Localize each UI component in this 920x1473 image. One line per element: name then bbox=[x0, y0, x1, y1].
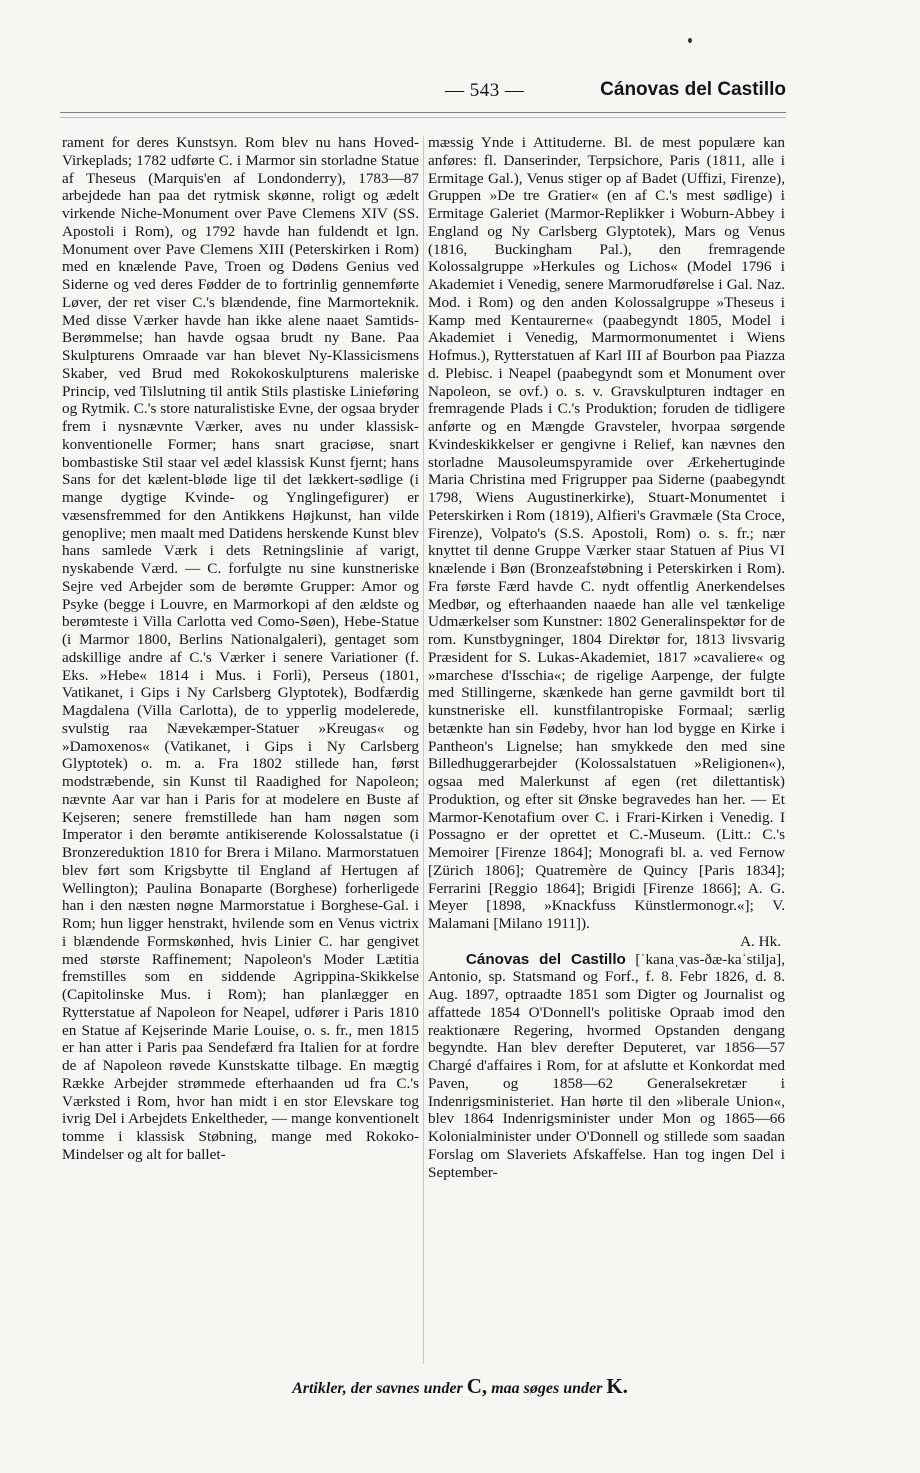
column-divider bbox=[423, 136, 424, 1364]
footer-letter-k: K. bbox=[606, 1374, 628, 1398]
header-rule-secondary bbox=[60, 117, 786, 118]
page-number: — 543 — bbox=[445, 80, 525, 101]
right-column bbox=[428, 134, 785, 1181]
ink-speck bbox=[688, 38, 692, 43]
author-signature: A. Hk. bbox=[740, 932, 781, 950]
header-rule bbox=[60, 112, 786, 113]
running-head: Cánovas del Castillo bbox=[600, 79, 786, 100]
entry-canovas bbox=[428, 951, 785, 1182]
page-header bbox=[62, 76, 808, 106]
entry-text: [ˈkanaˌvas-ðæ-kaˈstilja], Antonio, sp. Statsmand og Forf., f. 8. Febr 1826, d. 8. Aug. 1897, optraadte 1851 som Digter og Journalist og affattede 1854 O'Donnell's politiske Opraab imod den reaktionære Regering, hvormed Opstanden dengang begyndte. Han blev derefter Deputeret, var 1856—57 Chargé d'affaires i Rom, for at afslutte et Konkordat med Paven, og 1858—62 Generalsekretær i Indenrigsministeriet. Han hørte til den »liberale Union«, blev 1864 Indenrigsminister under Mon og 1865—66 Kolonialminister under O'Donnell og stillede som saadan Forslag om Slaveriets Afskaffelse. Han tog ingen Del i September- bbox=[428, 950, 786, 1181]
left-column bbox=[62, 134, 419, 1164]
footer-text-a: Artikler, der savnes under bbox=[292, 1380, 463, 1397]
right-column-text: mæssig Ynde i Attituderne. Bl. de mest populære kan anføres: fl. Danserinder, Terpsichore, Paris (1811, alle i Ermitage Gal.), Venus stiger op af Badet (Uffizi, Firenze), Gruppen »De tre Gratier« (en af C.'s mest sødlige) i Ermitage Galeriet (Marmor-Replikker i Woburn-Abbey i England og Ny Carlsberg Glyptotek), Mars og Venus (1816, Buckingham Pal.), den fremragende Kolossalgruppe »Herkules og Lichos« (Model 1796 i Akademiet i Venedig, senere Marmorudførelse i Gal. Naz. Mod. i Rom) og den anden Kolossalgruppe »Theseus i Kamp med Kentaurerne« (paabegyndt 1805, Model i Akademiet i Venedig, Marmormonumentet i Wiens Hofmus.), Rytterstatuen af Karl III af Bourbon paa Piazza d. Plebisc. i Neapel (paabegyndt som et Monument over Napoleon, se ovf.) o. s. v. Gravskulpturen indtager en fremragende Plads i C.'s Produktion; foruden de tidligere anførte og en Mængde Gravsteler, hvorpaa sørgende Kvindeskikkelser er gengivne i Relief, kan nævnes den storladne Mausoleumspyramide over Ærkehertuginde Maria Christina med Frigrupper paa Siderne (paabegyndt 1798, Wiens Augustinerkirke), Stuart-Monumentet i Peterskirken i Rom (1819), Alfieri's Gravmæle (Sta Croce, Firenze), Volpato's (S.S. Apostoli, Rom) o. s. fr.; nær knyttet til denne Gruppe Værker staar Statuen af Pius VI knælende i Bøn (Bronzeafstøbning i Peterskirken i Rom). Fra første Færd havde C. nydt offentlig Anerkendelses Medbør, og efterhaanden naaede han alle vel tænkelige Udmærkelser som Kunstner: 1802 Generalinspektør for de rom. Kunstbygninger, 1804 Direktør for, 1813 livsvarig Præsident for S. Lukas-Akademiet, 1817 »cavaliere« og »marchese d'Isschia«; de rigelige Aarpenge, der fulgte med Stillingerne, skænkede han gerne gavmildt bort til kunstneriske ell. kunstfilantropiske Formaal; særlig betænkte han sin Fødeby, hvor han lod bygge en Kirke i Pantheon's Lignelse; han smykkede den med sine Billedhuggerarbejder (Kolossalstatuen »Religionen«), ogsaa med Malerkunst af egen (ret dilettantisk) Produktion, og efter sit Ønske begravedes han her. — Et Marmor-Kenotafium over C. i Frari-Kirken i Venedig. I Possagno er der oprettet et C.-Museum. (Litt.: C.'s Memoirer [Firenze 1864]; Monografi bl. a. ved Fernow [Zürich 1806]; Quatremère de Quincy [Paris 1834]; Ferrarini [Reggio 1864]; Brigidi [Firenze 1866]; A. G. Meyer [1898, »Knackfuss Künstlermonogr.«]; V. Malamani [Milano 1911]). bbox=[428, 134, 785, 932]
footer-text-b: maa søges under bbox=[491, 1380, 603, 1397]
left-column-text: rament for deres Kunstsyn. Rom blev nu hans Hoved-Virkeplads; 1782 udførte C. i Marmor sin storladne Statue af Theseus (Marquis'en af Londonderry), 1783—87 arbejdede han paa det rytmisk skønne, roligt og ædelt virkende Niche-Monument over Pave Clemens XIV (SS. Apostoli i Rom), og 1792 havde han fuldendt et lgn. Monument over Pave Clemens XIII (Peterskirken i Rom) med en knælende Pave, Troen og Dødens Genius ved Siderne og ved deres Fødder de to fortrinlig gennemførte Løver, der ret viser C.'s blændende, fine Marmorteknik. Med disse Værker havde han ikke alene naaet Samtids-Berømmelse; han havde ogsaa brudt ny Bane. Paa Skulpturens Omraade var han blevet Ny-Klassicismens Skaber, ved Brud med Rokokoskulpturens maleriske Princip, ved Tilslutning til antik Stils plastiske Linieføring og Rytmik. C.'s store naturalistiske Evne, der ogsaa bryder frem i nysnævnte Værker, aves nu under klassisk-konventionelle Former; hans snart graciøse, snart bombastiske Stil staar vel ædel klassisk Kunst fjernt; hans Sans for det kælent-bløde lige til det lækkert-sødlige (i mange dygtige Kvinde- og Ynglingefigurer) er væsensfremmed for den Antikkens Højkunst, han vilde genoplive; men maalt med Datidens herskende Kunst blev hans samlede Værk i dets Retningslinie af varigt, nyskabende Værd. — C. forfulgte nu sine kunstneriske Sejre ved Arbejder som de berømte Grupper: Amor og Psyke (begge i Louvre, en Marmorkopi af den ældste og berømteste i Villa Carlotta ved Como-Søen), Hebe-Statue (i Marmor 1800, Berlins Nationalgaleri), gentaget som adskillige andre af C.'s Værker i senere Variationer (f. Eks. »Hebe« 1814 i Mus. i Forlì), Perseus (1801, Vatikanet, i Gips i Ny Carlsberg Glyptotek), Bodfærdig Magdalena (Villa Carlotta), de to ypperlig modelerede, svulstig raa Nævekæmper-Statuer »Kreugas« og »Damoxenos« (Vatikanet, i Gips i Ny Carlsberg Glyptotek) o. m. a. Fra 1802 stillede han, først modstræbende, sin Kunst til Raadighed for Napoleon; nævnte Aar var han i Paris for at modelere en Buste af Kejseren; senere fremstillede han ham nøgen som Imperator i den berømte antikiserende Kolossalstatue (i Bronzereduktion 1810 for Brera i Milano. Marmorstatuen blev ført som Krigsbytte til England af Hertugen af Wellington); Paulina Bonaparte (Borghese) forherligede han i den næsten nøgne Marmorstatue i Borghese-Gal. i Rom; hun ligger henstrakt, hvilende som en Venus victrix i blændende Formskønhed, hvis Linier C. har gengivet med største Raffinement; Napoleon's Moder Lætitia fremstilles som en siddende Agrippina-Skikkelse (Capitolinske Mus. i Rom); han planlægger en Rytterstatue af Napoleon for Neapel, udfører i Paris 1810 en Statue af Kejserinde Marie Louise, o. s. fr., men 1815 er han atter i Paris paa Sendefærd fra Italien for at fordre de af Napoleon røvede Kunstskatte tilbage. En mægtig Række Arbejder strømmede efterhaanden ud fra C.'s Værksted i Rom, hvor han midt i en stor Elevskare tog ivrig Del i Arbejdets Enkeltheder, — mange konventionelt tomme i klassisk Støbning, mange med Rokoko-Mindelser og alt for ballet- bbox=[62, 134, 419, 1163]
entry-headword: Cánovas del Castillo bbox=[465, 950, 626, 968]
footer-letter-c: C, bbox=[466, 1374, 488, 1398]
page-footer bbox=[0, 1374, 920, 1399]
